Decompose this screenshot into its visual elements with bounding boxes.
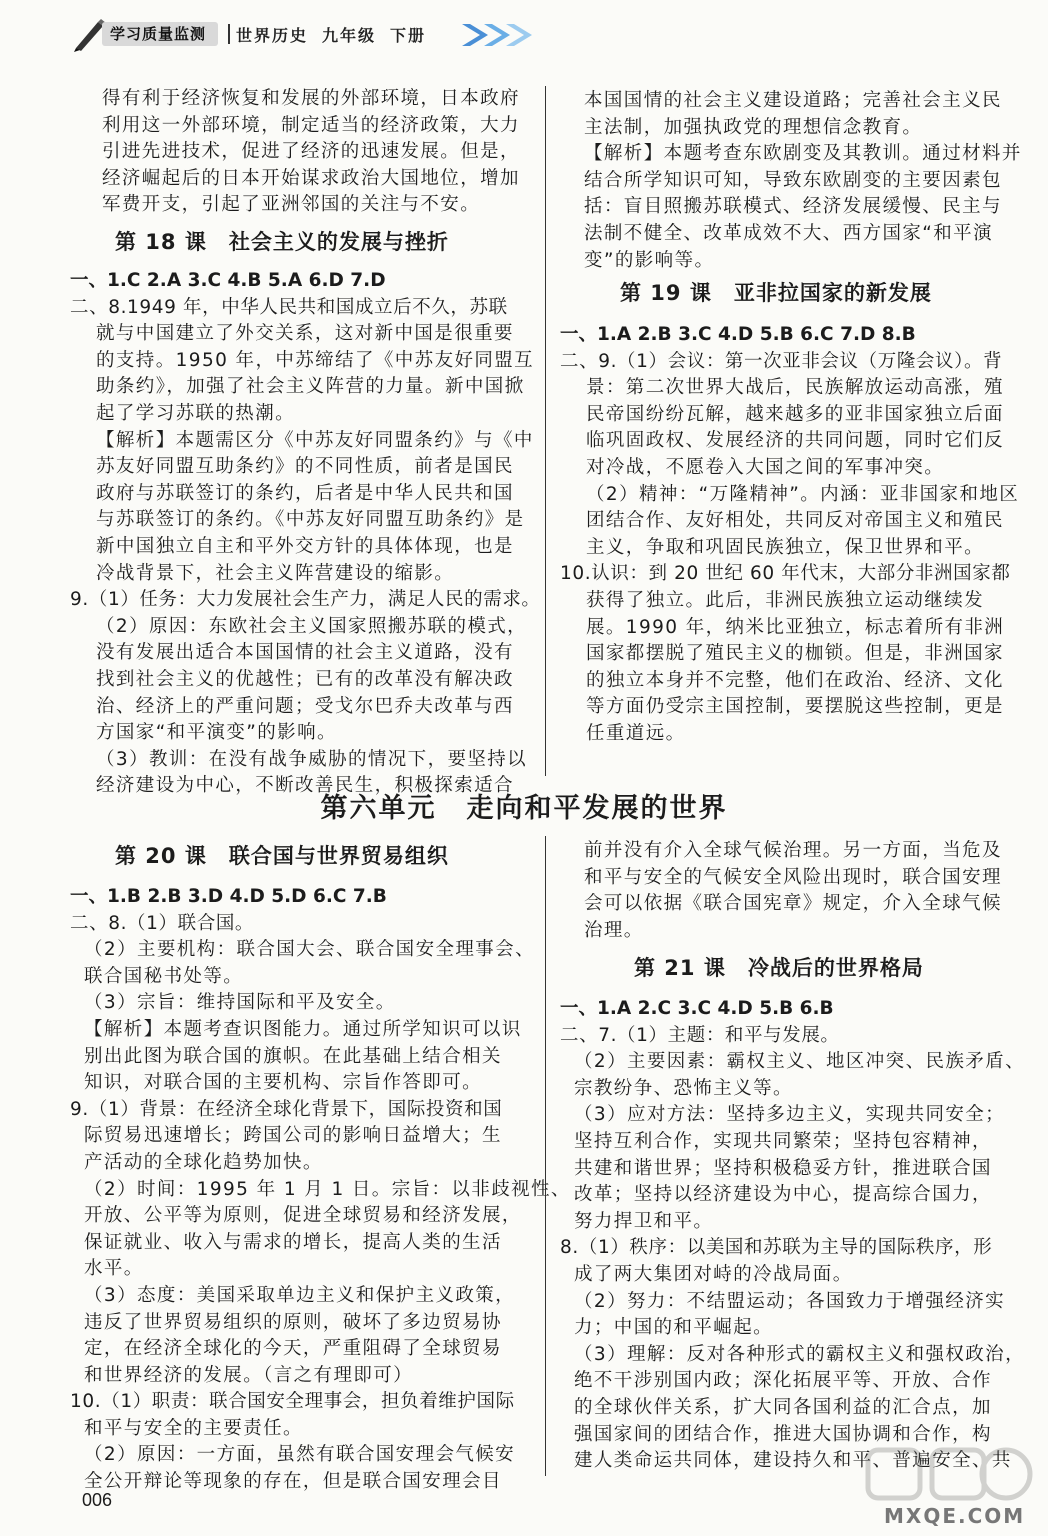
answer-line: 二、8.1949 年，中华人民共和国成立后不久，苏联 <box>70 296 508 318</box>
answer-line: 获得了独立。此后，非洲民族独立运动继续发 <box>586 589 985 611</box>
answer-line: 知识，对联合国的主要机构、宗旨作答即可。 <box>84 1072 483 1094</box>
lesson-number: 第 18 课 <box>115 230 207 254</box>
text-line: 结合所学知识可知，导致东欧剧变的主要因素包 <box>584 169 1002 191</box>
answer-line: 景：第二次世界大战后，民族解放运动高涨，殖 <box>586 377 1004 399</box>
text-line: 得有利于经济恢复和发展的外部环境，日本政府 <box>102 88 520 109</box>
answer-line: 新中国独立自主和平外交方针的具体体现，也是 <box>96 535 514 557</box>
answer-line: 二、7.（1）主题：和平与发展。 <box>560 1024 840 1046</box>
answer-line: 【解析】本题需区分《中苏友好同盟条约》与《中 <box>96 429 534 451</box>
lesson-number: 第 19 课 <box>620 281 712 305</box>
answer-line: 的全球伙伴关系，扩大同各国利益的汇合点，加 <box>574 1396 992 1418</box>
answer-line: 和世界经济的发展。（言之有理即可） <box>84 1364 414 1386</box>
answer-line: （3）宗旨：维持国际和平及安全。 <box>84 992 396 1014</box>
right-top-text <box>584 88 1022 274</box>
answer-line: 就与中国建立了外交关系，这对新中国是很重要 <box>96 323 514 345</box>
answer-line: 经济建设为中心，不断改善民生，积极探索适合 <box>96 775 514 797</box>
answer-line: （2）原因：东欧社会主义国家照搬苏联的模式， <box>96 615 528 637</box>
answer-line: 二、8.（1）联合国。 <box>70 912 255 934</box>
lesson-name: 亚非拉国家的新发展 <box>733 281 932 305</box>
answer-line: 任重道远。 <box>586 722 686 744</box>
answer-line: （3）态度：美国采取单边主义和保护主义政策， <box>84 1284 516 1306</box>
text-line: 治理。 <box>584 919 644 941</box>
answer-line: （2）时间：1995 年 1 月 1 日。宗旨：以非歧视性、 <box>84 1178 571 1200</box>
text-line: 法制不健全、改革成效不大、西方国家“和平演 <box>584 222 993 244</box>
answer-line: （3）应对方法：坚持多边主义，实现共同安全； <box>574 1104 1006 1126</box>
answer-line: 绝不干涉别国内政；深化拓展平等、开放、合作 <box>574 1370 992 1392</box>
answer-line: 苏友好同盟互助条约》的不同性质，前者是国民 <box>96 456 514 478</box>
text-line: 前并没有介入全球气候治理。另一方面，当危及 <box>584 840 1002 861</box>
answer-line: 国家都摆脱了殖民主义的枷锁。但是，非洲国家 <box>586 643 1004 665</box>
text-line: 括：盲目照搬苏联模式、经济发展缓慢、民主与 <box>584 196 1002 218</box>
answer-line: 违反了世界贸易组织的原则，破坏了多边贸易协 <box>84 1311 502 1333</box>
subject-info <box>236 23 426 46</box>
lesson-18-answers <box>70 268 541 800</box>
watermark-text: MXQE.COM <box>884 1504 1026 1528</box>
answer-line: 10.认识：到 20 世纪 60 年代末，大部分非洲国家都 <box>560 563 1011 585</box>
answer-line: 际贸易迅速增长；跨国公司的影响日益增大；生 <box>84 1125 502 1147</box>
answer-line: 全公开辩论等现象的存在，但是联合国安理会目 <box>84 1471 502 1493</box>
lesson-19-title <box>620 277 932 307</box>
answer-line: （3）理解：反对各种形式的霸权主义和强权政治， <box>574 1343 1025 1365</box>
lesson-20-answers <box>70 884 571 1496</box>
lesson-number: 第 20 课 <box>115 844 207 868</box>
lesson-number: 第 21 课 <box>634 956 726 980</box>
text-line: 和平与安全的气候安全风险出现时，联合国安理 <box>584 866 1002 888</box>
grade: 九年级 <box>322 26 377 45</box>
answer-line: 9.（1）任务：大力发展社会生产力，满足人民的需求。 <box>70 589 541 611</box>
column-divider <box>545 86 546 776</box>
answer-line: 强国家间的团结合作，推进大国协调和合作，构 <box>574 1423 992 1445</box>
answer-line: 保证就业、收入与需求的增长，提高人类的生活 <box>84 1231 502 1253</box>
answer-line: 建人类命运共同体，建设持久和平、普遍安全、共 <box>574 1450 1012 1472</box>
answer-line: 一、1.B 2.B 3.D 4.D 5.D 6.C 7.B <box>70 886 387 907</box>
text-line: 引进先进技术，促进了经济的迅速发展。但是， <box>102 141 520 163</box>
answer-line: 成了两大集团对峙的冷战局面。 <box>574 1263 853 1285</box>
lesson-18-title <box>115 226 449 256</box>
answer-line: （2）主要因素：霸权主义、地区冲突、民族矛盾、 <box>574 1051 1025 1073</box>
lesson-21-answers <box>560 996 1025 1475</box>
answer-line: 和平与安全的主要责任。 <box>84 1417 303 1439</box>
lesson-name: 联合国与世界贸易组织 <box>228 844 449 868</box>
answer-line: 9.（1）背景：在经济全球化背景下，国际投资和国 <box>70 1098 503 1120</box>
answer-line: 水平。 <box>84 1258 144 1280</box>
answer-line: 力；中国的和平崛起。 <box>574 1317 774 1339</box>
answer-line: 政府与苏联签订的条约，后者是中华人民共和国 <box>96 482 514 504</box>
lesson-20-title <box>115 840 449 870</box>
answer-line: 没有发展出适合本国国情的社会主义道路，没有 <box>96 642 514 664</box>
page-number: 006 <box>82 1490 113 1510</box>
answer-line: 一、1.C 2.A 3.C 4.B 5.A 6.D 7.D <box>70 270 386 291</box>
answer-line: 努力捍卫和平。 <box>574 1210 714 1232</box>
lesson-name: 社会主义的发展与挫折 <box>228 230 449 254</box>
answer-line: 民帝国纷纷瓦解，越来越多的亚非国家独立后面 <box>586 403 1004 425</box>
answer-line: 宗教纷争、恐怖主义等。 <box>574 1077 793 1099</box>
answer-line: 开放、公平等为原则，促进全球贸易和经济发展， <box>84 1205 522 1227</box>
answer-line: 主义，争取和巩固民族独立，保卫世界和平。 <box>586 536 985 558</box>
header-divider <box>228 24 230 44</box>
answer-line: 10.（1）职责：联合国安全理事会，担负着维护国际 <box>70 1391 515 1413</box>
answer-line: （3）教训：在没有战争威胁的情况下，要坚持以 <box>96 748 528 770</box>
answer-line: （2）精神：“万隆精神”。内涵：亚非国家和地区 <box>586 483 1020 505</box>
answer-line: 别出此图为联合国的旗帜。在此基础上结合相关 <box>84 1045 502 1067</box>
answer-line: 对冷战，不愿卷入大国之间的军事冲突。 <box>586 456 945 478</box>
answer-line: 8.（1）秩序：以美国和苏联为主导的国际秩序，形 <box>560 1237 993 1259</box>
unit-6-title <box>0 786 1048 825</box>
answer-line: 坚持互利合作，实现共同繁荣；坚持包容精神， <box>574 1130 992 1152</box>
subject: 世界历史 <box>236 26 309 45</box>
text-line: 主法制，加强执政党的理想信念教育。 <box>584 116 923 138</box>
text-line: 利用这一外部环境，制定适当的经济政策，大力 <box>102 114 520 136</box>
answer-line: 找到社会主义的优越性；已有的改革没有解决政 <box>96 668 514 690</box>
text-line: 【解析】本题考查东欧剧变及其教训。通过材料并 <box>584 143 1022 165</box>
lesson-21-title <box>634 952 924 982</box>
answer-line: 冷战背景下，社会主义阵营建设的缩影。 <box>96 562 455 584</box>
lesson-name: 冷战后的世界格局 <box>747 956 924 980</box>
answer-line: 改革；坚持以经济建设为中心，提高综合国力， <box>574 1184 992 1206</box>
series-label: 学习质量监测 <box>102 22 218 46</box>
answer-line: 二、9.（1）会议：第一次亚非会议（万隆会议）。背 <box>560 350 1003 372</box>
left-top-text <box>102 86 520 219</box>
answer-line: 联合国秘书处等。 <box>84 965 244 987</box>
answer-line: 临巩固政权、发展经济的共同问题，同时它们反 <box>586 430 1004 452</box>
answer-line: 起了学习苏联的热潮。 <box>96 402 296 424</box>
answer-line: 团结合作、友好相处，共同反对帝国主义和殖民 <box>586 510 1004 532</box>
answer-line: 的支持。1950 年，中苏缔结了《中苏友好同盟互 <box>96 349 535 371</box>
answer-line: 一、1.A 2.C 3.C 4.D 5.B 6.B <box>560 998 834 1019</box>
answer-line: （2）努力：不结盟运动；各国致力于增强经济实 <box>574 1290 1006 1312</box>
lesson-19-answers <box>560 322 1019 748</box>
answer-line: 治、经济上的严重问题；受戈尔巴乔夫改革与西 <box>96 695 514 717</box>
text-line: 经济崛起后的日本开始谋求政治大国地位，增加 <box>102 167 520 189</box>
chevron-arrows-icon <box>462 22 572 48</box>
answer-line: 一、1.A 2.B 3.C 4.D 5.B 6.C 7.D 8.B <box>560 324 916 345</box>
answer-line: 等方面仍受宗主国控制，要摆脱这些控制，更是 <box>586 696 1004 718</box>
text-line: 变”的影响等。 <box>584 249 715 271</box>
answer-line: 与苏联签订的条约。《中苏友好同盟互助条约》是 <box>96 509 525 531</box>
unit-name: 走向和平发展的世界 <box>466 793 728 824</box>
page-header <box>72 18 542 52</box>
answer-line: 展。1990 年，纳米比亚独立，标志着所有非洲 <box>586 616 1005 638</box>
answer-line: 定，在经济全球化的今天，严重阻碍了全球贸易 <box>84 1338 502 1360</box>
volume: 下册 <box>390 26 427 45</box>
answer-line: 的独立本身并不完整，他们在政治、经济、文化 <box>586 669 1004 691</box>
right-bottom-top-text <box>584 838 1002 944</box>
text-line: 军费开支，引起了亚洲邻国的关注与不安。 <box>102 194 481 216</box>
text-line: 会可以依据《联合国宪章》规定，介入全球气候 <box>584 893 1002 915</box>
answer-line: 【解析】本题考查识图能力。通过所学知识可以识 <box>84 1018 522 1040</box>
answer-line: 助条约》，加强了社会主义阵营的力量。新中国掀 <box>96 376 525 398</box>
text-line: 本国国情的社会主义建设道路；完善社会主义民 <box>584 90 1002 111</box>
unit-number: 第六单元 <box>320 793 437 824</box>
answer-line: 共建和谐世界；坚持积极稳妥方针，推进联合国 <box>574 1157 992 1179</box>
answer-line: 方国家“和平演变”的影响。 <box>96 722 337 744</box>
answer-line: （2）原因：一方面，虽然有联合国安理会气候安 <box>84 1444 516 1466</box>
answer-line: 产活动的全球化趋势加快。 <box>84 1151 323 1173</box>
answer-line: （2）主要机构：联合国大会、联合国安全理事会、 <box>84 939 535 961</box>
